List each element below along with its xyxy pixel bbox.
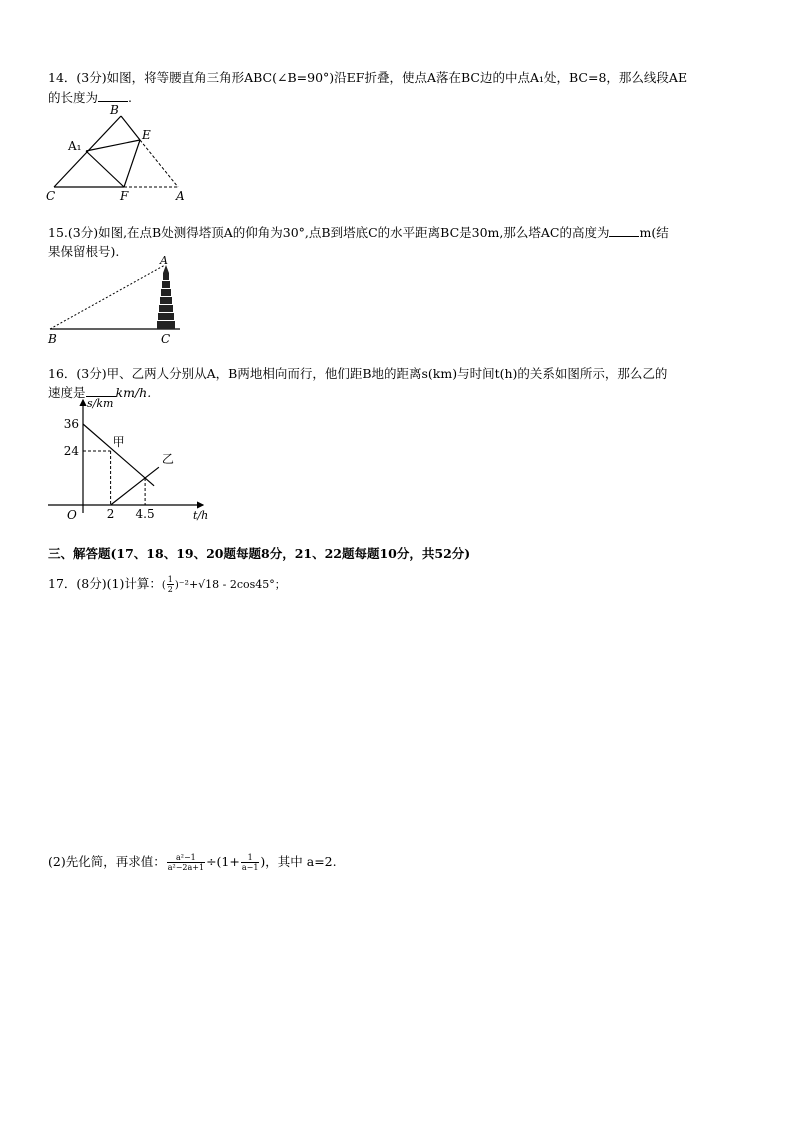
q17-frac-inner-den: a−1 <box>241 863 259 872</box>
q15-sight-line <box>50 265 165 329</box>
q17-frac-inner <box>241 853 260 872</box>
q16-line2-pre: 速度是 <box>48 385 86 400</box>
q17-part2-mid2: )，其中 a=2. <box>260 854 337 869</box>
q15-label-a: A <box>160 255 168 267</box>
q17-part2-pre: (2)先化简，再求值： <box>48 854 166 869</box>
q17-frac-half-den: 2 <box>167 585 173 594</box>
q16-chart <box>40 395 220 525</box>
q16-series-line-jia <box>83 424 154 486</box>
q17-part1: 17．(8分)(1)计算：( $\frac{1}{2}$ )⁻²+√18 - 2cos45°； <box>48 575 286 594</box>
q17-part2 <box>48 853 337 872</box>
q14-label-a1: A₁ <box>68 139 82 153</box>
q17-frac-half <box>167 575 174 594</box>
q16-series-label-yi: 乙 <box>161 452 174 467</box>
q15-line1-pre: 15.(3分)如图,在点B处测得塔顶A的仰角为30°,点B到塔底C的水平距离BC是30m,那么塔AC的高度为 <box>48 225 610 240</box>
q14-edge-be <box>121 116 140 140</box>
q16-ytick-36: 36 <box>63 417 79 431</box>
q16-origin: O <box>67 508 77 522</box>
q14-label-c: C <box>46 189 56 202</box>
q16-xtick-4-5: 4.5 <box>135 507 155 521</box>
q14-label-a: A <box>176 189 185 202</box>
q14-edge-cb <box>54 116 121 187</box>
q16-line1: 16．(3分)甲、乙两人分别从A，B两地相向而行，他们距B地的距离s(km)与时间t(h)的关系如图所示，那么乙的 <box>48 366 668 381</box>
section3-heading: 三、解答题(17、18、19、20题每题8分，21、22题每题10分，共52分) <box>48 546 471 561</box>
q16-series-line-yi <box>111 467 159 505</box>
q14-dashed-ea <box>140 140 178 187</box>
q17-frac-main <box>167 853 205 872</box>
q14-label-b: B <box>110 104 119 117</box>
q17-part2-mid1: ÷(1+ <box>206 854 240 869</box>
q16-ytick-24: 24 <box>63 444 79 458</box>
q14-answer-blank[interactable] <box>98 90 128 102</box>
q17-part1-pre: 17．(8分)(1)计算： <box>48 576 162 591</box>
q17-frac-main-den: a²−2a+1 <box>167 863 205 872</box>
q14-label-e: E <box>142 128 151 142</box>
q15-line1 <box>48 225 669 241</box>
q14-edge-ef <box>124 140 140 187</box>
q16-series-label-jia: 甲 <box>112 435 125 449</box>
q15-label-b: B <box>48 332 57 346</box>
q17-frac-inner-num: 1 <box>241 853 260 863</box>
q14-line2-post: . <box>128 90 132 105</box>
q15-answer-blank[interactable] <box>609 225 639 237</box>
q14-edge-a1f <box>86 151 124 187</box>
q15-line1-post: m(结 <box>639 225 669 240</box>
q14-line2-pre: 的长度为 <box>48 90 99 105</box>
q15-figure <box>40 255 200 347</box>
q14-label-f: F <box>120 189 129 202</box>
q15-label-c: C <box>161 332 171 346</box>
pagoda-icon <box>156 265 176 329</box>
q17-part1-mid: ⁻²+√18 - 2cos45°； <box>178 578 286 591</box>
q16-xlabel: t/h <box>193 509 209 522</box>
q14-edge-a1e <box>86 140 140 151</box>
q14-line1: 14．(3分)如图，将等腰直角三角形ABC(∠B=90°)沿EF折叠，使点A落在BC边的中点A₁处，BC=8，那么线段AE <box>48 70 688 85</box>
q15-line2: 果保留根号). <box>48 244 120 259</box>
q14-figure <box>40 104 200 202</box>
q16-line2-post: km/h. <box>115 385 152 400</box>
q16-ylabel: s/km <box>87 397 114 410</box>
q17-frac-half-num: 1 <box>167 575 173 584</box>
q17-frac-main-num: a²−1 <box>167 853 205 863</box>
q16-xtick-2: 2 <box>106 507 115 521</box>
